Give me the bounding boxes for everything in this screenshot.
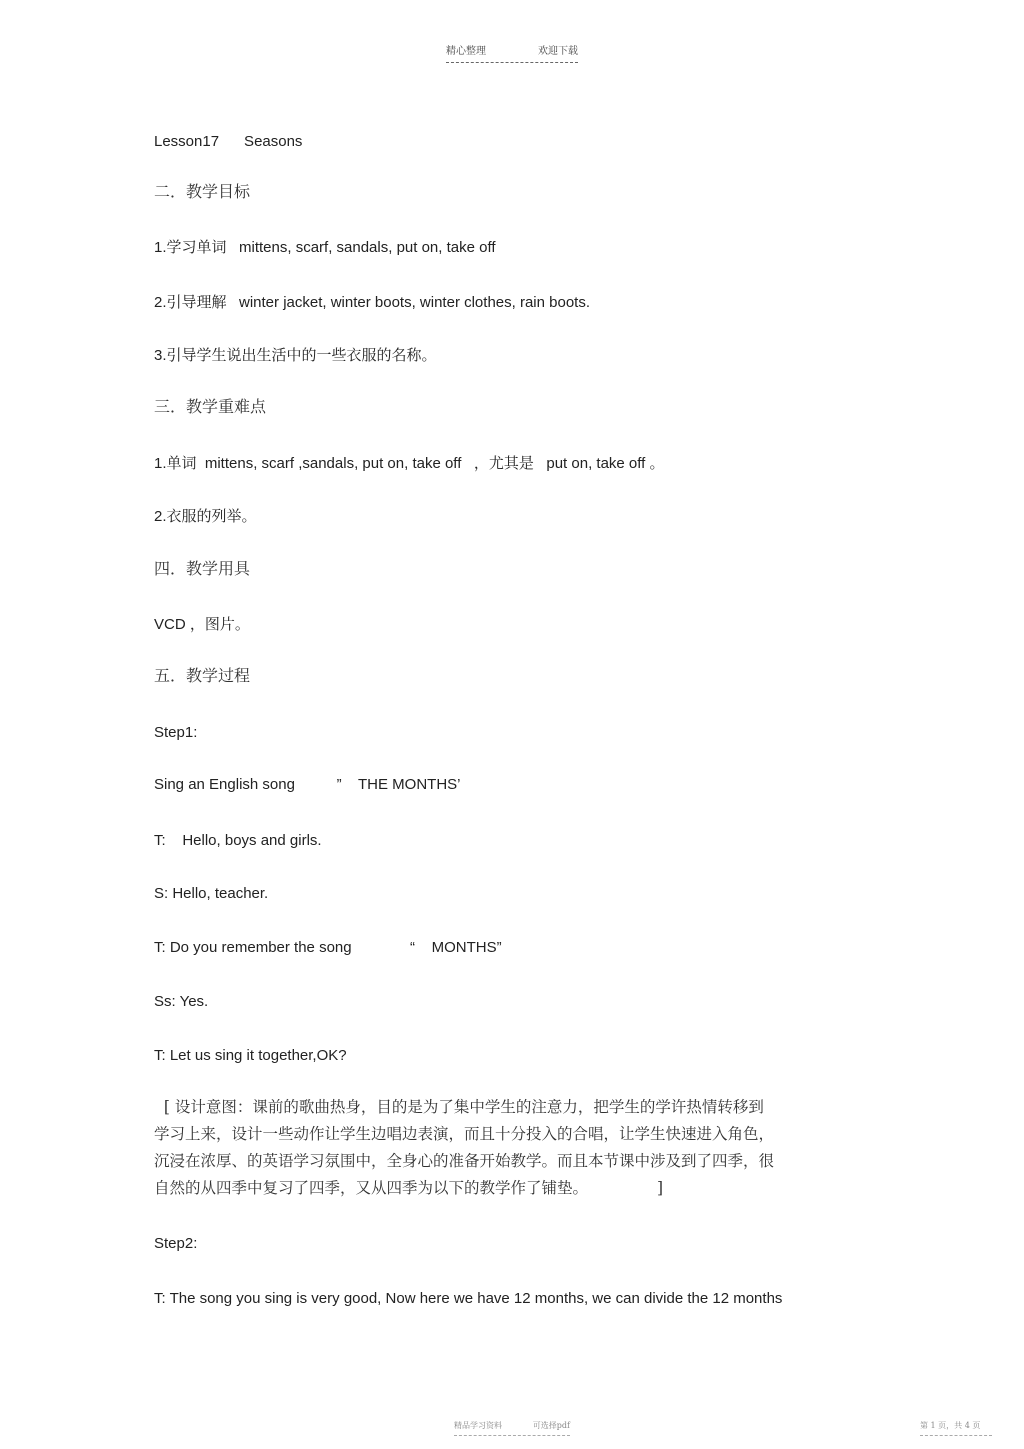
footer-left-b: 可选择pdf (532, 1421, 570, 1430)
key-point-1: 1.单词 mittens, scarf ,sandals, put on, take off ，尤其是 put on, take off 。 (154, 455, 665, 472)
section-heading-goals: 二．教学目标 (154, 182, 251, 201)
note-line: 沉浸在浓厚、的英语学习氛围中，全身心的准备开始教学。而且本节课中涉及到了四季，很 (154, 1152, 775, 1170)
step-1-label: Step1: (154, 724, 198, 741)
design-intent-note (154, 1094, 814, 1202)
header-left: 精心整理 (446, 46, 486, 57)
goal-3: 3.引导学生说出生活中的一些衣服的名称。 (154, 347, 437, 364)
section-heading-key-points: 三．教学重难点 (154, 397, 267, 416)
goal-2: 2.引导理解 winter jacket, winter boots, winter clothes, rain boots. (154, 294, 591, 311)
page-header (446, 42, 578, 63)
dialogue-line: T: Let us sing it together,OK? (154, 1047, 347, 1064)
note-line: 自然的从四季中复习了四季，又从四季为以下的教学作了铺垫。 ] (154, 1179, 664, 1197)
note-line: [ 设计意图：课前的歌曲热身，目的是为了集中学生的注意力，把学生的学许热情转移到 (154, 1098, 764, 1116)
dialogue-line: T: Hello, boys and girls. (154, 832, 322, 849)
song-line: Sing an English song ” THE MONTHS’ (154, 776, 461, 793)
section-heading-process: 五．教学过程 (154, 666, 251, 685)
dialogue-line: T: The song you sing is very good, Now here we have 12 months, we can divide the 12 months (154, 1290, 783, 1307)
page-number: 第 1 页，共 4 页 (920, 1420, 992, 1436)
goal-1: 1.学习单词 mittens, scarf, sandals, put on, take off (154, 239, 496, 256)
footer-left-a: 精品学习资料 (454, 1421, 502, 1430)
step-2-label: Step2: (154, 1235, 198, 1252)
dialogue-line: S: Hello, teacher. (154, 885, 269, 902)
key-point-2: 2.衣服的列举。 (154, 508, 257, 525)
dialogue-line: Ss: Yes. (154, 993, 209, 1010)
dialogue-line: T: Do you remember the song “ MONTHS” (154, 939, 502, 956)
section-heading-tools: 四．教学用具 (154, 559, 251, 578)
footer-left (454, 1420, 570, 1436)
lesson-title: Lesson17 Seasons (154, 133, 303, 150)
note-line: 学习上来，设计一些动作让学生边唱边表演，而且十分投入的合唱，让学生快速进入角色， (154, 1125, 775, 1143)
header-right: 欢迎下载 (538, 46, 578, 57)
teaching-tools: VCD ，图片。 (154, 616, 250, 633)
